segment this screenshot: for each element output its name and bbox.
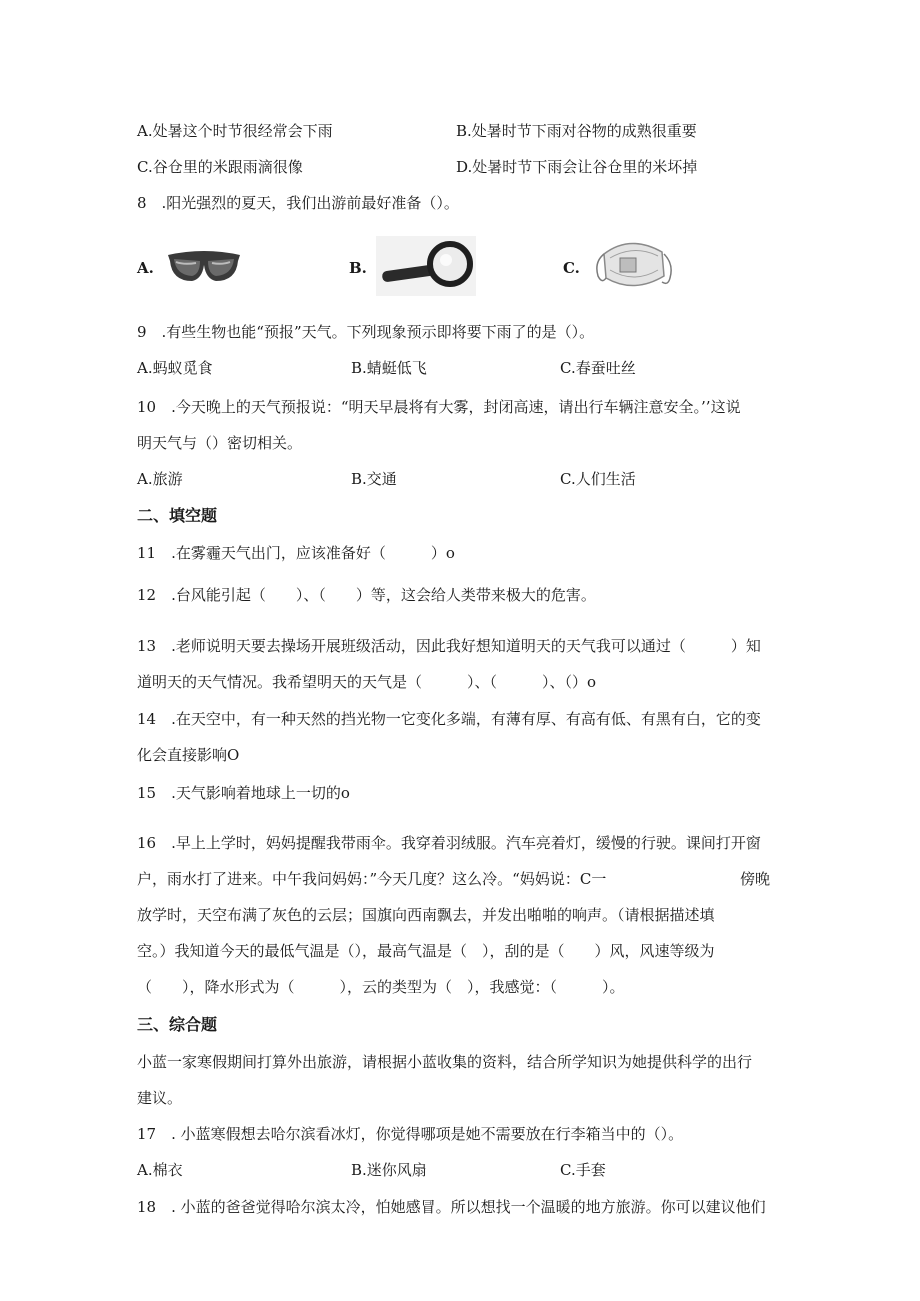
q10-option-b: B.交通 (351, 470, 397, 488)
sunglasses-icon (164, 243, 244, 291)
q13-question-line2: 道明天的天气情况。我希望明天的天气是（ ）、（ ）、（）o (137, 673, 597, 691)
q7-option-b: B.处暑时节下雨对谷物的成熟很重要 (456, 122, 697, 140)
q17-option-a: A.棉衣 (137, 1161, 183, 1179)
q15-question: 15 .天气影响着地球上一切的o (137, 784, 350, 802)
q10-option-a: A.旅游 (137, 470, 183, 488)
q16-line2-end: 傍晚 (740, 870, 771, 888)
q11-question: 11 .在雾霾天气出门，应该准备好（ ）o (137, 544, 455, 562)
q14-question-line2: 化会直接影响O (137, 746, 240, 764)
q17-option-c: C.手套 (560, 1161, 606, 1179)
q10-question-line2: 明天气与（）密切相关。 (137, 434, 303, 452)
q8-label-c: C. (563, 259, 580, 277)
q8-label-a: A. (137, 259, 154, 277)
section-heading-fill-in: 二、填空题 (137, 506, 218, 525)
intro-line2: 建议。 (137, 1089, 183, 1107)
q10-question-line1: 10 .今天晚上的天气预报说：“明天早晨将有大雾，封闭高速，请出行车辆注意安全。’’这说 (137, 398, 741, 416)
q17-question: 17 . 小蓝寒假想去哈尔滨看冰灯，你觉得哪项是她不需要放在行李箱当中的（）。 (137, 1125, 684, 1143)
face-mask-icon (590, 232, 674, 296)
section-heading-comprehensive: 三、综合题 (137, 1015, 218, 1034)
q13-question-line1: 13 .老师说明天要去操场开展班级活动，因此我好想知道明天的天气我可以通过（ ）知 (137, 637, 761, 655)
q14-question-line1: 14 .在天空中，有一种天然的挡光物一它变化多端，有薄有厚、有高有低、有黑有白，它的变 (137, 710, 761, 728)
q9-option-a: A.蚂蚁觅食 (137, 359, 213, 377)
q8-label-b: B. (349, 259, 367, 277)
q16-line5: （ ），降水形式为（ ），云的类型为（ ），我感觉：（ ）。 (137, 978, 625, 996)
q7-option-d: D.处暑时节下雨会让谷仓里的米坏掉 (456, 158, 698, 176)
q16-line2: 户，雨水打了进来。中午我问妈妈：”今天几度？这么冷。“妈妈说：C一 (137, 870, 607, 888)
intro-line1: 小蓝一家寒假期间打算外出旅游，请根据小蓝收集的资料，结合所学知识为她提供科学的出行 (137, 1053, 753, 1071)
q10-option-c: C.人们生活 (560, 470, 636, 488)
q12-question: 12 .台风能引起（ ）、（ ）等，这会给人类带来极大的危害。 (137, 586, 596, 604)
q17-option-b: B.迷你风扇 (351, 1161, 427, 1179)
q18-question-line1: 18 . 小蓝的爸爸觉得哈尔滨太冷，怕她感冒。所以想找一个温暖的地方旅游。你可以建议他们 (137, 1198, 766, 1216)
q9-option-c: C.春蚕吐丝 (560, 359, 636, 377)
q16-line4: 空。）我知道今天的最低气温是（），最高气温是（ ），刮的是（ ）风，风速等级为 (137, 942, 715, 960)
q9-question: 9 .有些生物也能“预报”天气。下列现象预示即将要下雨了的是（）。 (137, 323, 595, 341)
q7-option-a: A.处暑这个时节很经常会下雨 (137, 122, 333, 140)
magnifying-glass-icon (376, 236, 476, 296)
q16-line3: 放学时，天空布满了灰色的云层；国旗向西南飘去，并发出啪啪的响声。（请根据描述填 (137, 906, 715, 924)
q16-line1: 16 .早上上学时，妈妈提醒我带雨伞。我穿着羽绒服。汽车亮着灯，缓慢的行驶。课间打开窗 (137, 834, 761, 852)
q8-question: 8 .阳光强烈的夏天，我们出游前最好准备（）。 (137, 194, 459, 212)
q7-option-c: C.谷仓里的米跟雨滴很像 (137, 158, 303, 176)
q9-option-b: B.蜻蜓低飞 (351, 359, 427, 377)
